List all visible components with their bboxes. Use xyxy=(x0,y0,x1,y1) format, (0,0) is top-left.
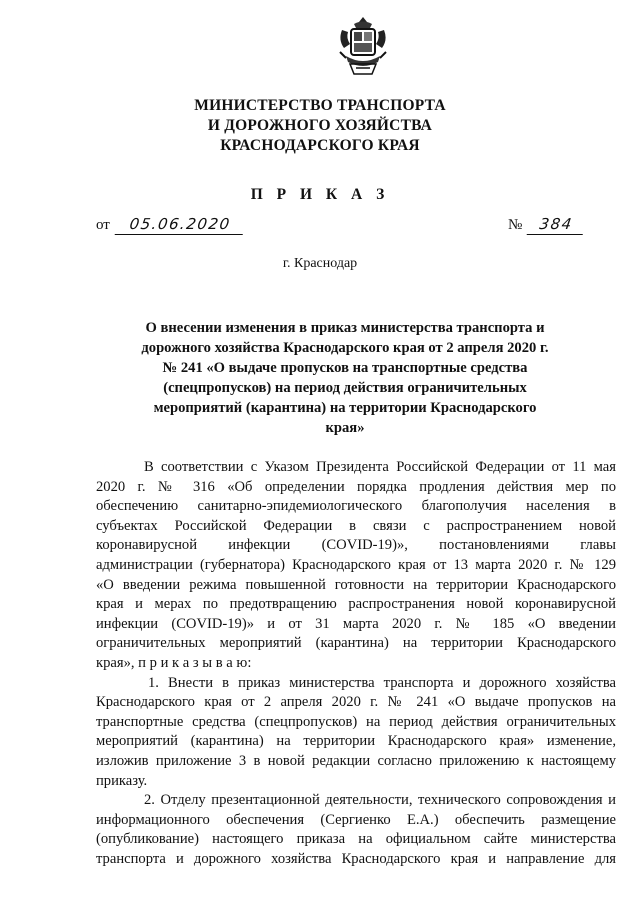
body-line: «О введении режима повышенной готовности на территории Краснодарского xyxy=(96,576,616,593)
body-line: коронавирусной инфекции (COVID-19)», постановлениями главы xyxy=(96,537,616,554)
body-line: 2020 г. № 316 «Об определении порядка продления действия мер по xyxy=(96,478,616,495)
order-body xyxy=(96,458,616,869)
body-line: 2. Отделу презентационной деятельности, технического сопровождения и xyxy=(144,792,616,809)
body-line: приказу. xyxy=(96,772,148,789)
ministry-header-line: МИНИСТЕРСТВО ТРАНСПОРТА xyxy=(194,97,446,114)
body-line: обеспечению санитарно-эпидемиологического благополучия населения в xyxy=(96,498,616,515)
subject-line: О внесении изменения в приказ министерства транспорта и xyxy=(145,320,545,336)
body-line: края», п р и к а з ы в а ю: xyxy=(96,654,252,671)
body-line: информационного обеспечения (Сергиенко Е.А.) обеспечить размещение xyxy=(96,811,616,828)
order-number-handwritten: 384 xyxy=(527,216,586,235)
subject-line: (спецпропусков) на период действия ограничительных xyxy=(163,380,527,396)
order-date-row xyxy=(96,216,244,235)
date-prefix: от xyxy=(96,217,110,233)
order-date-handwritten: 05.06.2020 xyxy=(115,216,246,235)
body-line: транспорта и дорожного хозяйства Краснодарского края и направление для xyxy=(96,850,616,867)
order-subject xyxy=(130,318,560,438)
ministry-header-line: И ДОРОЖНОГО ХОЗЯЙСТВА xyxy=(207,117,433,134)
order-city: г. Краснодар xyxy=(282,256,358,271)
body-line: 1. Внести в приказ министерства транспорта и дорожного хозяйства xyxy=(148,674,616,691)
body-line: края и мерах по предотвращению распространения новой коронавирусной xyxy=(96,596,616,613)
body-line: администрации (губернатора) Краснодарского края от 13 марта 2020 г. № 129 xyxy=(96,556,616,573)
body-line: изложив приложение 3 в новой редакции согласно приложению к настоящему xyxy=(96,752,616,769)
body-line: ограничительных мероприятий (карантина) на территории Краснодарского xyxy=(96,635,616,652)
body-line: мероприятий (карантина) на территории Краснодарского края» изменение, xyxy=(96,733,616,750)
coat-of-arms-emblem xyxy=(336,16,390,78)
ministry-header xyxy=(60,96,580,156)
body-line: субъектах Российской Федерации в связи с распространением новой xyxy=(96,517,616,534)
subject-line: края» xyxy=(325,420,365,436)
body-line: В соответствии с Указом Президента Российской Федерации от 11 мая xyxy=(144,459,616,475)
body-line: Краснодарского края от 2 апреля 2020 г. № 241 «О выдаче пропусков на xyxy=(96,694,616,711)
order-title: П Р И К А З xyxy=(250,186,390,203)
ministry-header-line: КРАСНОДАРСКОГО КРАЯ xyxy=(220,137,420,154)
order-number-row xyxy=(508,216,584,235)
subject-line: дорожного хозяйства Краснодарского края от 2 апреля 2020 г. xyxy=(141,340,549,356)
body-line: инфекции (COVID-19)» и от 31 марта 2020 г. № 185 «О введении xyxy=(96,615,616,632)
subject-line: № 241 «О выдаче пропусков на транспортные средства xyxy=(162,360,528,376)
number-prefix: № xyxy=(508,217,523,233)
body-line: транспортные средства (спецпропусков) на период действия ограничительных xyxy=(96,713,616,730)
body-line: (опубликование) настоящего приказа на официальном сайте министерства xyxy=(96,831,616,848)
subject-line: мероприятий (карантина) на территории Краснодарского xyxy=(153,400,537,416)
